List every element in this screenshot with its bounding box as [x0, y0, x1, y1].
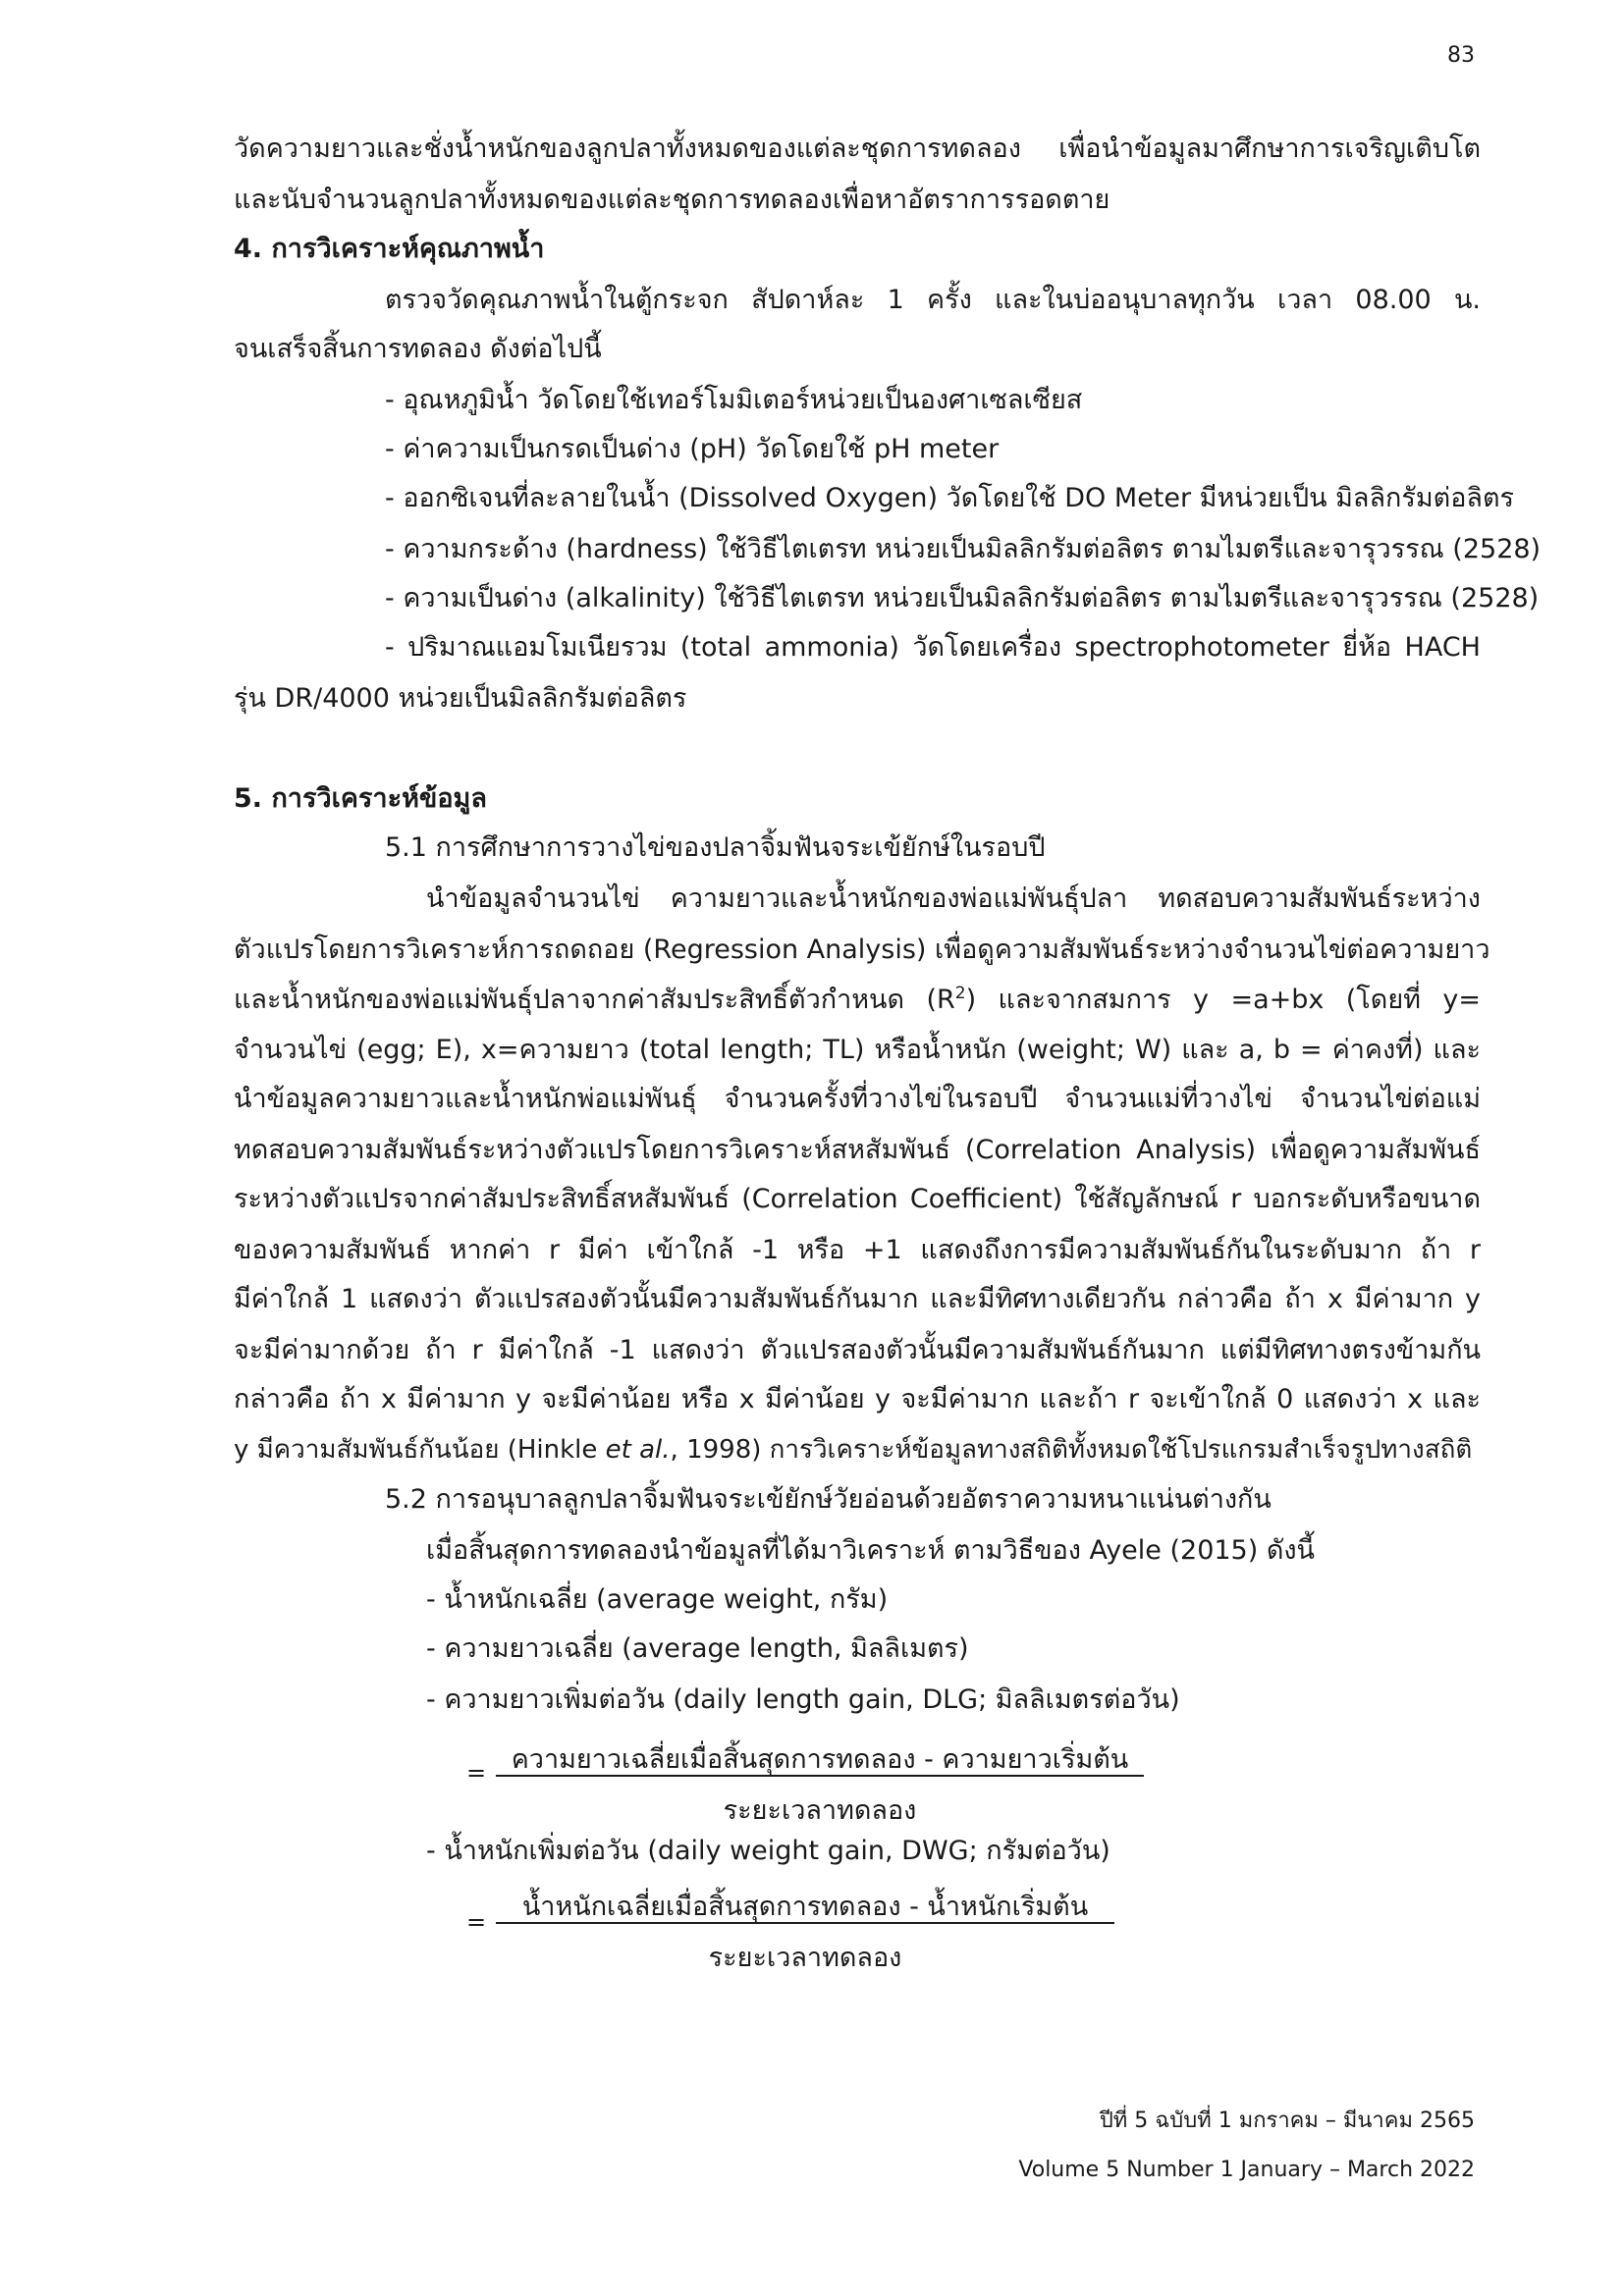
body-line: จนเสร็จสิ้นการทดลอง ดังต่อไปนี้ — [234, 334, 602, 364]
body-line: กล่าวคือ ถ้า x มีค่ามาก y จะมีค่าน้อย หรือ x มีค่าน้อย y จะมีค่ามาก และถ้า r จะเข้าใกล้ 0 แสดงว่า x และ — [234, 1384, 1481, 1415]
body-line: นำข้อมูลความยาวและน้ำหนักพ่อแม่พันธุ์ จำนวนครั้งที่วางไข่ในรอบปี จำนวนแม่ที่วางไข่ จำนวนไข่ต่อแม่ — [234, 1084, 1481, 1114]
body-line: เมื่อสิ้นสุดการทดลองนำข้อมูลที่ได้มาวิเคราะห์ ตามวิธีของ Ayele (2015) ดังนี้ — [426, 1535, 1316, 1566]
list-item: - ปริมาณแอมโมเนียรวม (total ammonia) วัดโดยเครื่อง spectrophotometer ยี่ห้อ HACH — [385, 632, 1481, 663]
line-text: ) และจากสมการ y =a+bx (โดยที่ y= — [965, 985, 1481, 1015]
body-line: มีค่าใกล้ 1 แสดงว่า ตัวแปรสองตัวนั้นมีความสัมพันธ์กันมาก และมีทิศทางเดียวกัน กล่าวคือ ถ้า x มีค่ามาก y — [234, 1284, 1481, 1314]
fraction-line — [496, 1775, 1144, 1777]
footer-thai: ปีที่ 5 ฉบับที่ 1 มกราคม – มีนาคม 2565 — [1099, 2109, 1475, 2133]
numerator: ความยาวเฉลี่ยเมื่อสิ้นสุดการทดลอง - ความยาวเริ่มต้น — [511, 1744, 1129, 1775]
fraction-line — [496, 1922, 1114, 1924]
list-item: - อุณหภูมิน้ำ วัดโดยใช้เทอร์โมมิเตอร์หน่วยเป็นองศาเซลเซียส — [385, 385, 1083, 415]
list-item: - ค่าความเป็นกรดเป็นด่าง (pH) วัดโดยใช้ pH meter — [385, 434, 1000, 464]
body-line: ตัวแปรโดยการวิเคราะห์การถดถอย (Regression Analysis) เพื่อดูความสัมพันธ์ระหว่างจำนวนไข่ต่อความยาว — [234, 934, 1490, 965]
body-line: จะมีค่ามากด้วย ถ้า r มีค่าใกล้ -1 แสดงว่า ตัวแปรสองตัวนั้นมีความสัมพันธ์กันมาก แต่มีทิศทางตรงข้ามกัน — [234, 1335, 1481, 1365]
body-line: วัดความยาวและชั่งน้ำหนักของลูกปลาทั้งหมดของแต่ละชุดการทดลอง เพื่อนำข้อมูลมาศึกษาการเจริญเติบโต — [234, 133, 1481, 164]
list-item: - ความยาวเฉลี่ย (average length, มิลลิเมตร) — [426, 1633, 969, 1664]
denominator: ระยะเวลาทดลอง — [723, 1795, 917, 1826]
list-item: - น้ำหนักเพิ่มต่อวัน (daily weight gain, DWG; กรัมต่อวัน) — [426, 1836, 1110, 1866]
section-heading: 4. การวิเคราะห์คุณภาพน้ำ — [234, 234, 545, 264]
list-item: - ออกซิเจนที่ละลายในน้ำ (Dissolved Oxygen) วัดโดยใช้ DO Meter มีหน่วยเป็น มิลลิกรัมต่อลิตร — [385, 483, 1514, 513]
body-line: รุ่น DR/4000 หน่วยเป็นมิลลิกรัมต่อลิตร — [234, 683, 687, 714]
footer-english: Volume 5 Number 1 January – March 2022 — [1018, 2158, 1475, 2182]
line-text: , 1998) การวิเคราะห์ข้อมูลทางสถิติทั้งหมดใช้โปรแกรมสำเร็จรูปทางสถิติ — [670, 1435, 1473, 1465]
body-line: ทดสอบความสัมพันธ์ระหว่างตัวแปรโดยการวิเคราะห์สหสัมพันธ์ (Correlation Analysis) เพื่อดูความสัมพันธ์ — [234, 1135, 1481, 1165]
superscript: 2 — [954, 984, 966, 1003]
page-number: 83 — [1447, 43, 1475, 68]
body-line: ตรวจวัดคุณภาพน้ำในตู้กระจก สัปดาห์ละ 1 ครั้ง และในบ่ออนุบาลทุกวัน เวลา 08.00 น. — [385, 285, 1481, 315]
list-item: - ความกระด้าง (hardness) ใช้วิธีไตเตรท หน่วยเป็นมิลลิกรัมต่อลิตร ตามไมตรีและจารุวรรณ (2528) — [385, 534, 1542, 564]
equals-sign: = — [466, 1908, 487, 1936]
body-line: ของความสัมพันธ์ หากค่า r มีค่า เข้าใกล้ -1 หรือ +1 แสดงถึงการมีความสัมพันธ์กันในระดับมาก ถ้า r — [234, 1235, 1481, 1265]
citation-etal: et al. — [605, 1435, 671, 1465]
subsection-title: 5.2 การอนุบาลลูกปลาจิ้มฟันจระเข้ยักษ์วัยอ่อนด้วยอัตราความหนาแน่นต่างกัน — [385, 1484, 1272, 1515]
body-line: ระหว่างตัวแปรจากค่าสัมประสิทธิ์สหสัมพันธ์ (Correlation Coefficient) ใช้สัญลักษณ์ r บอกระดับหรือขนาด — [234, 1184, 1481, 1214]
subsection-title: 5.1 การศึกษาการวางไข่ของปลาจิ้มฟันจระเข้ยักษ์ในรอบปี — [385, 832, 1046, 863]
equals-sign: = — [466, 1759, 487, 1787]
body-line: จำนวนไข่ (egg; E), x=ความยาว (total length; TL) หรือน้ำหนัก (weight; W) และ a, b = ค่าคงที่) และ — [234, 1035, 1481, 1065]
body-line — [234, 986, 1481, 1013]
body-line — [234, 1437, 1481, 1463]
denominator: ระยะเวลาทดลอง — [708, 1943, 902, 1973]
line-text: และน้ำหนักของพ่อแม่พันธุ์ปลาจากค่าสัมประสิทธิ์ตัวกำหนด (R — [234, 985, 955, 1015]
body-line: และนับจำนวนลูกปลาทั้งหมดของแต่ละชุดการทดลองเพื่อหาอัตราการรอดตาย — [234, 185, 1110, 215]
list-item: - น้ำหนักเฉลี่ย (average weight, กรัม) — [426, 1584, 889, 1615]
list-item: - ความยาวเพิ่มต่อวัน (daily length gain, DLG; มิลลิเมตรต่อวัน) — [426, 1684, 1180, 1715]
numerator: น้ำหนักเฉลี่ยเมื่อสิ้นสุดการทดลอง - น้ำหนักเริ่มต้น — [521, 1892, 1089, 1922]
line-text: y มีความสัมพันธ์กันน้อย (Hinkle — [234, 1435, 598, 1465]
section-heading: 5. การวิเคราะห์ข้อมูล — [234, 783, 487, 814]
body-line: นำข้อมูลจำนวนไข่ ความยาวและน้ำหนักของพ่อแม่พันธุ์ปลา ทดสอบความสัมพันธ์ระหว่าง — [426, 883, 1481, 914]
list-item: - ความเป็นด่าง (alkalinity) ใช้วิธีไตเตรท หน่วยเป็นมิลลิกรัมต่อลิตร ตามไมตรีและจารุวรรณ (2528) — [385, 583, 1540, 614]
